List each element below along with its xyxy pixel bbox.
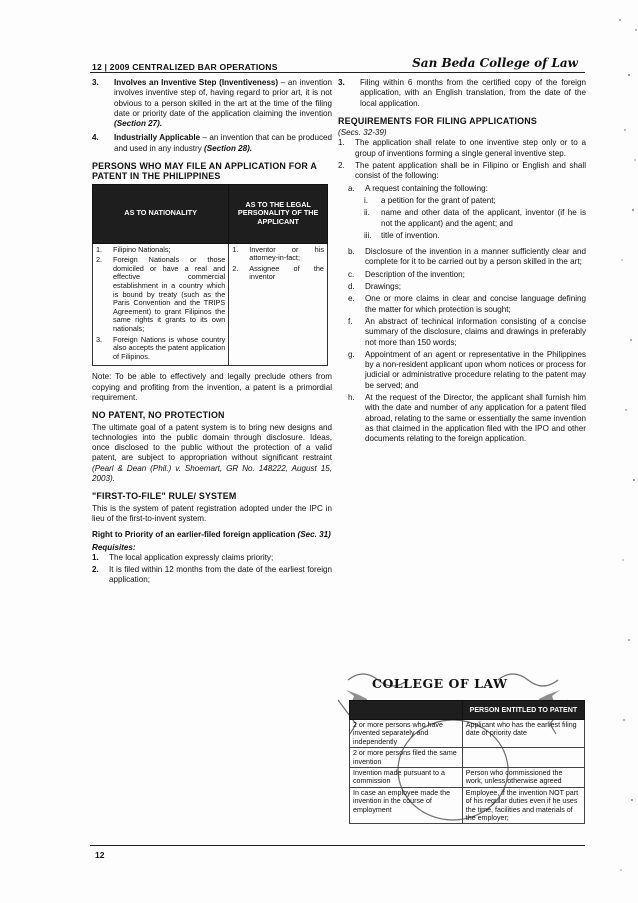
list-item: h. At the request of the Director, the applicant shall furnish him with the date and number of any application for a patent filed abroad, relating to the same or essentially the same invention as that claimed in the application filed with the IPO and other documents relating to the foreign application.	[348, 393, 586, 444]
table-header: PERSON ENTITLED TO PATENT	[462, 701, 584, 720]
section-cite: (Secs. 32-39)	[338, 128, 387, 138]
list-item: f. An abstract of technical information consisting of a concise summary of the disclosure, claims and drawings in preferably not more than 150 words;	[348, 316, 586, 347]
list-item: 1. The local application expressly claims priority;	[92, 552, 274, 562]
personality-cell: 1. Inventor or his attorney-in-fact; 2. Assignee of the inventor	[229, 243, 328, 366]
list-item: a. A request containing the following:	[348, 183, 488, 193]
body-paragraph: The ultimate goal of a patent system is to bring new designs and technologies into the public domain through disclosure. Ideas, once disclosed to the public without the protection of a valid patent, are subject to appropriation without significant restraint (Pearl & Dean (Phil.) v. Shoemart, GR No. 148222, August 15, 2003).	[92, 422, 332, 484]
list-item: iii. title of invention.	[364, 230, 440, 240]
table-header: AS TO THE LEGAL PERSONALITY OF THE APPLICANT	[229, 184, 328, 243]
section-heading: NO PATENT, NO PROTECTION	[92, 410, 225, 421]
subsection-heading: Right to Priority of an earlier-filed foreign application (Sec. 31)	[92, 530, 331, 540]
header-rule	[90, 72, 585, 73]
section-heading: PERSONS WHO MAY FILE AN APPLICATION FOR A PATENT IN THE PHILIPPINES	[92, 161, 317, 182]
section-heading: "FIRST-TO-FILE" RULE/ SYSTEM	[92, 491, 237, 502]
list-item: 3. Filing within 6 months from the certified copy of the foreign application, with an English translation, from the date of the local application.	[338, 78, 586, 108]
scan-noise	[598, 0, 638, 903]
list-item: 1. The application shall relate to one inventive step only or to a group of inventions forming a single general inventive step.	[338, 138, 586, 158]
note-paragraph: Note: To be able to effectively and legally preclude others from copying and profiting from the invention, a patent is a primordial requirement.	[92, 372, 332, 402]
left-column	[92, 78, 332, 588]
criterion-item: 3. Involves an Inventive Step (Inventiveness) – an invention involves inventive step of, having regard to prior art, it is not obvious to a person skilled in the art at the time of the filing date or priority date of the application claiming the invention (Section 27).	[92, 78, 332, 129]
requisites-label: Requisites:	[92, 542, 136, 552]
list-item: 2. The patent application shall be in Filipino or English and shall consist of the following:	[338, 161, 586, 181]
table-row: In case an employee made the invention in the course of employment Employee, if the invention NOT part of his regular duties even if he uses the time, facilities and materials of the employer;	[350, 787, 585, 824]
table-row: 2 or more persons who have invented separately and independently Applicant who has the earliest filing date or priority date	[350, 720, 585, 748]
entitlement-table	[349, 700, 585, 824]
table-row: 2 or more persons filed the same invention	[350, 748, 585, 768]
table-header	[350, 701, 463, 720]
section-heading: REQUIREMENTS FOR FILING APPLICATIONS	[338, 115, 537, 126]
page-number: 12	[95, 850, 105, 860]
list-item: c. Description of the invention;	[348, 269, 465, 279]
list-item: g. Appointment of an agent or representative in the Philippines by a non-resident applicant upon whom notices or process for judicial or administrative procedure relating to the patent may be served; and	[348, 349, 586, 390]
table-row: Invention made pursuant to a commission Person who commissioned the work, unless otherwise agreed	[350, 768, 585, 788]
watermark-text: COLLEGE OF LAW	[372, 676, 508, 691]
criterion-item: 4. Industrially Applicable – an invention that can be produced and used in any industry (Section 28).	[92, 133, 332, 153]
school-name: San Beda College of Law	[412, 56, 578, 70]
list-item: e. One or more claims in clear and concise language defining the matter for which protection is sought;	[348, 294, 586, 314]
list-item: 2. It is filed within 12 months from the date of the earliest foreign application;	[92, 565, 332, 585]
list-item: b. Disclosure of the invention in a manner sufficiently clear and complete for it to be carried out by a person skilled in the art;	[348, 247, 586, 267]
list-item: ii. name and other data of the applicant, inventor (if he is not the applicant) and the agent; and	[364, 208, 586, 228]
running-header: 12 | 2009 CENTRALIZED BAR OPERATIONS	[92, 62, 278, 72]
body-paragraph: This is the system of patent registration adopted under the IPC in lieu of the first-to-invent system.	[92, 503, 332, 523]
nationality-cell: 1. Filipino Nationals; 2. Foreign Nationals or those domiciled or have a real and effective commercial establishment in a country which is bound by treaty (such as the Paris Convention and the TRIPS Agreement) to grant Filipinos the same rights it grants to its own nationals; 3. Foreign Nations is whose country also accepts the patent application of Filipinos.	[93, 243, 229, 366]
list-item: d. Drawings;	[348, 282, 401, 292]
footer-rule	[90, 845, 585, 846]
right-column	[338, 78, 586, 447]
list-item: i. a petition for the grant of patent;	[364, 195, 496, 205]
table-header: AS TO NATIONALITY	[93, 184, 229, 243]
applicant-table	[92, 184, 328, 367]
